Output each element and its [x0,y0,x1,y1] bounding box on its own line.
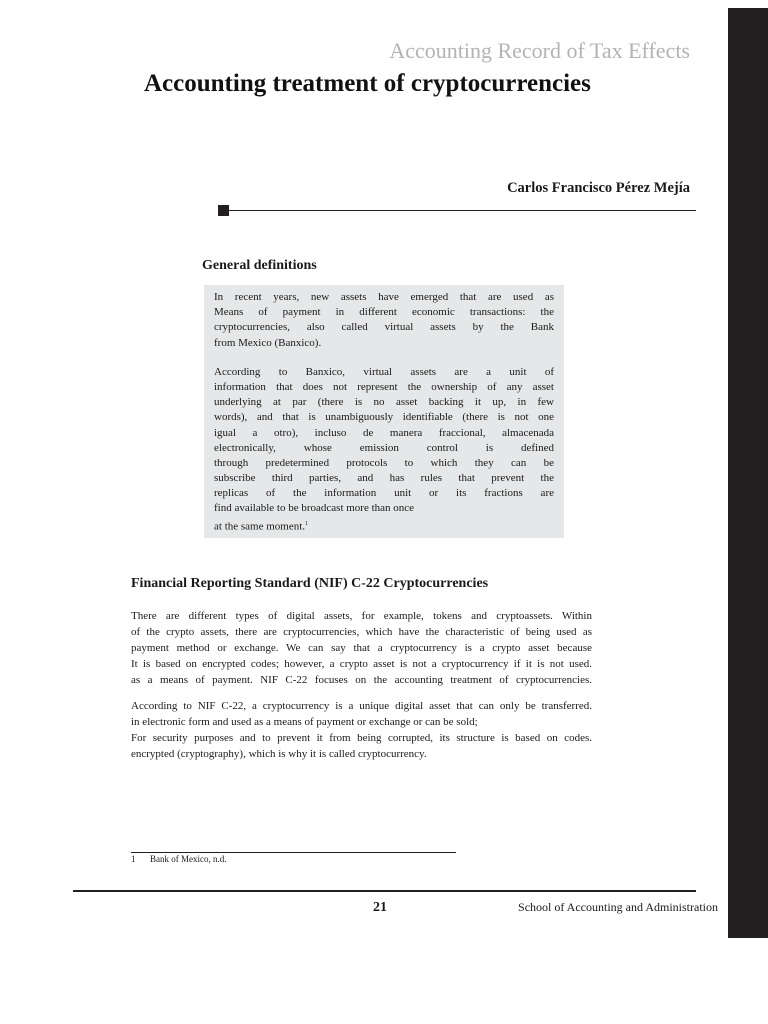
running-head: Accounting Record of Tax Effects [389,38,690,63]
body-text-line: in electronic form and used as a means of payment or exchange or can be sold; [131,716,478,728]
definitions-text-line: In recent years, new assets have emerged that are used as [214,291,554,303]
author-rule [229,210,696,211]
definitions-text-line: information that does not represent the ownership of any asset [214,380,554,393]
body-text-line: According to NIF C-22, a cryptocurrency is a unique digital asset that can only be transferred. [131,700,592,712]
definitions-text-line: from Mexico (Banxico). [214,336,322,349]
definitions-text-line: cryptocurrencies, also called virtual assets by the Bank [214,321,554,334]
footer-rule [73,890,696,892]
author-name: Carlos Francisco Pérez Mejía [507,180,690,196]
definitions-text-line: According to Banxico, virtual assets are a unit of [214,365,554,378]
body-text-line: There are different types of digital assets, for example, tokens and cryptoassets. Within [131,610,592,622]
nif-paragraph-1 [131,608,592,688]
footnote-text: Bank of Mexico, n.d. [150,854,227,864]
page-number: 21 [373,900,387,915]
footer-school-name: School of Accounting and Administration [518,900,718,914]
nif-section-heading: Financial Reporting Standard (NIF) C-22 Cryptocurrencies [131,576,489,591]
definitions-text-line: subscribe third parties, and has rules that prevent the [214,472,554,485]
general-definitions-heading: General definitions [202,258,317,273]
author-square-marker [218,205,229,216]
footnote [131,854,227,864]
definitions-text-line: electronically, whose emission control is defined [214,441,554,454]
definitions-text-line-last [214,517,554,532]
definitions-text-line: words), and that is unambiguously identifiable (there is not one [214,411,554,424]
footnote-rule [131,852,456,853]
body-text-line: For security purposes and to prevent it from being corrupted, its structure is based on codes. [131,732,592,744]
definitions-box [204,285,564,538]
definitions-text-line: replicas of the information unit or its fractions are [214,487,554,500]
definitions-text-end: at the same moment. [214,520,306,532]
definitions-text-line: underlying at par (there is no asset backing it up, in few [214,396,554,409]
nif-paragraph-2 [131,698,592,762]
definitions-text-line: through predetermined protocols to which they can be [214,456,554,469]
footnote-marker: 1 [305,520,309,527]
definitions-text-line: igual a otro), incluso de manera fraccional, almacenada [214,426,554,439]
definitions-text-line: find available to be broadcast more than once [214,502,415,515]
page-title: Accounting treatment of cryptocurrencies [144,70,591,97]
body-text-line: of the crypto assets, there are cryptocurrencies, which have the characteristic of being used as [131,626,592,638]
body-text-line: encrypted (cryptography), which is why it is called cryptocurrency. [131,748,427,760]
footnote-number: 1 [131,854,136,864]
body-text-line: It is based on encrypted codes; however, a crypto asset is not a cryptocurrency if it is not used. [131,658,592,670]
side-bar [728,8,768,938]
definitions-text-line: Means of payment in different economic transactions: the [214,306,554,319]
body-text-line: payment method or exchange. We can say that a cryptocurrency is a crypto asset because [131,642,592,654]
body-text-line: as a means of payment. NIF C-22 focuses on the accounting treatment of cryptocurrencies. [131,674,592,686]
